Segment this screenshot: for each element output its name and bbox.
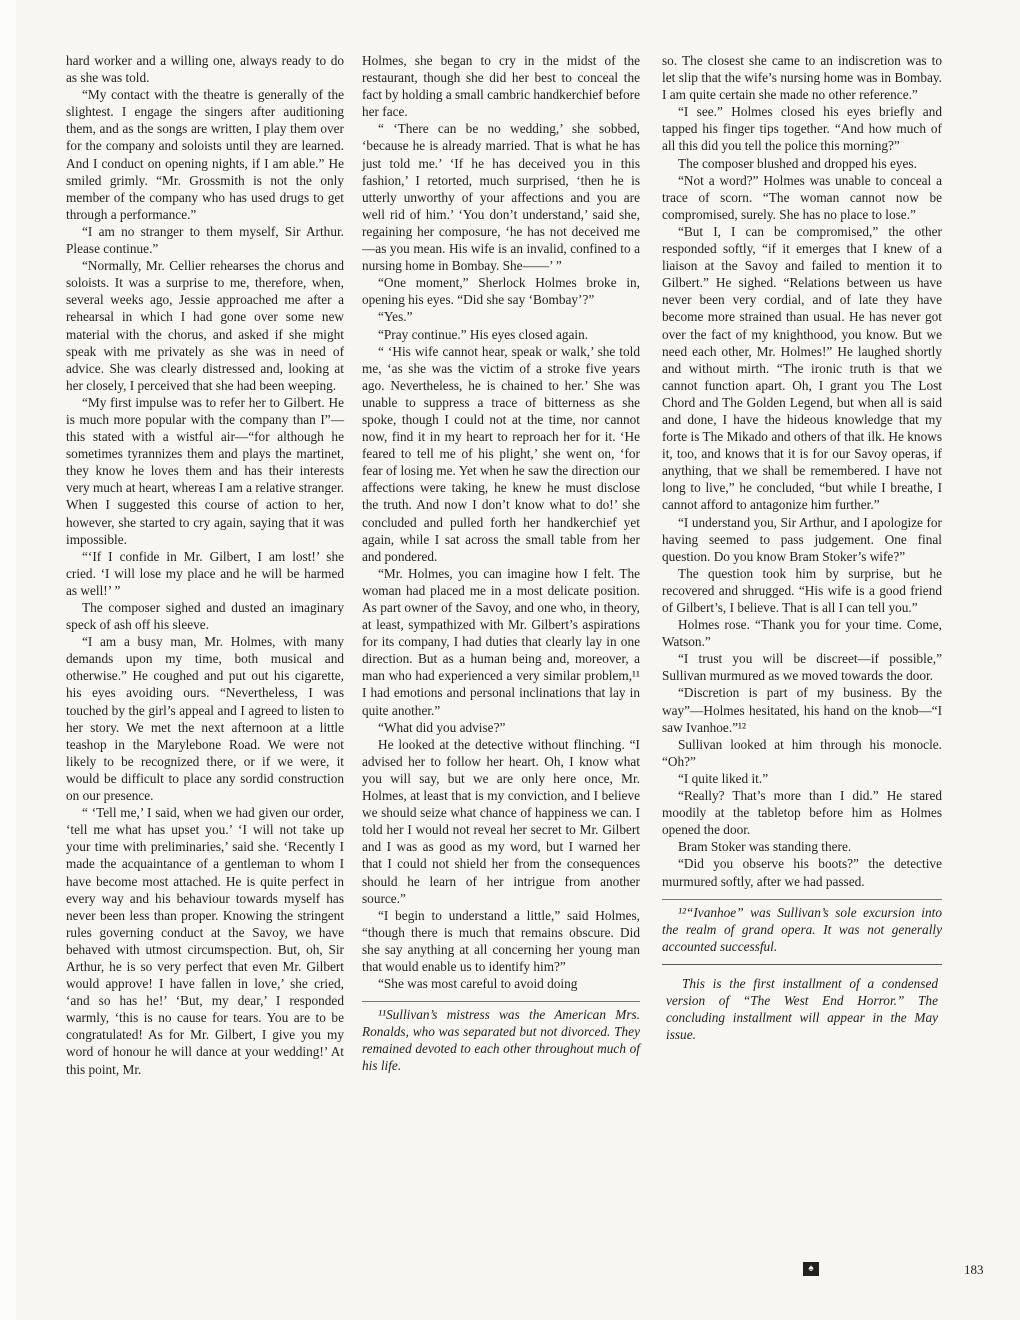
paragraph: “My contact with the theatre is generally of the slightest. I engage the singers after auditioning them, and as the songs are written, I play them over for the company and soloists until they are learned. And I conduct on opening nights, if I am able.” He smiled grimly. “Mr. Grossmith is not the only member of the company who has used drugs to get through a performance.” xyxy=(66,87,344,222)
paragraph: “ ‘Tell me,’ I said, when we had given our order, ‘tell me what has upset you.’ ‘I will not take up your time with preliminaries,’ said she. ‘Recently I made the acquaintance of a gentleman to whom I have become most attached. He is quite perfect in every way and his behaviour towards myself has never been less than proper. Knowing the stringent rules governing conduct at the Savoy, we have behaved with utmost circumspection. But, oh, Sir Arthur, he is so very perfect that even Mr. Gilbert would approve! I have fallen in love,’ she cried, ‘and so has he!’ ‘But, my dear,’ I responded warmly, ‘this is no cause for tears. You are to be congratulated! As for Mr. Gilbert, I give you my word of honour he will dance at your wedding!’ At this point, Mr. xyxy=(66,805,344,1077)
paragraph: hard worker and a willing one, always ready to do as she was told. xyxy=(66,53,344,86)
paragraph: “Discretion is part of my business. By the way”—Holmes hesitated, his hand on the knob—“I saw Ivanhoe.”¹² xyxy=(662,685,942,735)
paragraph: “Really? That’s more than I did.” He stared moodily at the tabletop before him as Holmes opened the door. xyxy=(662,788,942,838)
paragraph: “My first impulse was to refer her to Gilbert. He is much more popular with the company than I”—this stated with a wistful air—“for although he sometimes tyrannizes them and plays the martinet, they know he loves them and has their interests very much at heart, whereas I am a relative stranger. When I suggested this course of action to her, however, she started to cry again, saying that it was impossible. xyxy=(66,394,344,547)
paragraph: “I quite liked it.” xyxy=(678,770,769,786)
paragraph: “I understand you, Sir Arthur, and I apologize for having seemed to pass judgement. One final question. Do you know Bram Stoker’s wife?” xyxy=(662,514,942,564)
paragraph: “ ‘His wife cannot hear, speak or walk,’ she told me, ‘as she was the victim of a stroke five years ago. Nevertheless, he is chained to her.’ She was unable to suppress a trace of bitterness as she spoke, though I could not at the time, nor cannot now, find it in my heart to reproach her for it. ‘He feared to tell me of his plight,’ she went on, ‘for fear of losing me. Yet when he saw the direction our affections were taking, he knew he must disclose the truth. And now I don’t know what to do!’ she concluded and pulled forth her handkerchief yet again, while I sat across the small table from her and pondered. xyxy=(362,343,640,564)
paragraph: “I trust you will be discreet—if possible,” Sullivan murmured as we moved towards the door. xyxy=(662,651,942,684)
footnote-12: ¹²“Ivanhoe” was Sullivan’s sole excursion into the realm of grand opera. It was not generally accounted successful. xyxy=(662,904,942,954)
paragraph: He looked at the detective without flinching. “I advised her to follow her heart. Oh, I know what you will say, but we are only here once, Mr. Holmes, at least that is my conviction, and I believe we should seize what chance of happiness we can. I told her I would not reveal her secret to Mr. Gilbert and I was as good as my word, but I warned her that I could not shield her from the consequences should he learn of her intrigue from another source.” xyxy=(362,736,640,906)
paragraph: “Not a word?” Holmes was unable to conceal a trace of scorn. “The woman cannot now be compromised, surely. She has no place to lose.” xyxy=(662,172,942,222)
paragraph: Holmes, she began to cry in the midst of the restaurant, though she did her best to conceal the fact by holding a small cambric handkerchief before her face. xyxy=(362,53,641,120)
column-3 xyxy=(662,52,942,1043)
column-1 xyxy=(66,52,344,1078)
paragraph: “What did you advise?” xyxy=(378,719,506,735)
paragraph: The composer blushed and dropped his eyes. xyxy=(678,155,917,171)
paragraph: “She was most careful to avoid doing xyxy=(378,976,578,992)
paragraph: “Mr. Holmes, you can imagine how I felt. The woman had placed me in a most delicate position. As part owner of the Savoy, and one who, in theory, at least, sympathized with Mr. Gilbert’s aspirations for its company, I had duties that clearly lay in one direction. But as a human being and, moreover, a man who had experienced a very similar problem,¹¹ I had emotions and personal inclinations that lay in quite another.” xyxy=(362,565,640,718)
page-number: 183 xyxy=(964,1262,984,1277)
paragraph: “ ‘There can be no wedding,’ she sobbed, ‘because he is already married. That is what he has just told me.’ ‘If he has deceived you in this fashion,’ I retorted, much surprised, ‘then he is utterly unworthy of your affections and you are well rid of him.’ ‘You don’t understand,’ said she, regaining her composure, ‘he has not deceived me—as you mean. His wife is an invalid, confined to a nursing home in Bombay. She——’ ” xyxy=(362,121,640,274)
paragraph: “I see.” Holmes closed his eyes briefly and tapped his finger tips together. “And how much of all this did you tell the police this morning?” xyxy=(662,104,942,154)
paragraph: “But I, I can be compromised,” the other responded softly, “if it emerges that I knew of a liaison at the Savoy and failed to mention it to Gilbert.” He sighed. “Relations between us have never been very cordial, and of late they have become more strained than usual. He has never got over the fact of my knighthood, you know. But we need each other, Mr. Holmes!” He laughed shortly and without mirth. “The ironic truth is that we cannot function apart. Oh, I grant you The Lost Chord and The Golden Legend, but when all is said and done, I have the hideous knowledge that my forte is The Mikado and others of that ilk. He knows it, too, and knows that it is for our Savoy operas, if anything, that we shall be remembered. I have not long to live,” he concluded, “but while I breathe, I cannot afford to antagonize him further.” xyxy=(662,223,942,513)
paragraph: so. The closest she came to an indiscretion was to let slip that the wife’s nursing home was in Bombay. I am quite certain she made no other reference.” xyxy=(662,53,942,103)
paragraph: The composer sighed and dusted an imaginary speck of ash off his sleeve. xyxy=(66,600,344,633)
paragraph: “Yes.” xyxy=(378,309,413,325)
column-2 xyxy=(362,52,640,1075)
paragraph: Sullivan looked at him through his monocle. “Oh?” xyxy=(662,736,942,769)
paragraph: “Did you observe his boots?” the detective murmured softly, after we had passed. xyxy=(662,856,942,889)
paragraph: “I begin to understand a little,” said Holmes, “though there is much that remains obscure. Did she say anything at all concerning her young man that would enable us to identify him?” xyxy=(362,907,640,974)
paragraph: “I am a busy man, Mr. Holmes, with many demands upon my time, both musical and otherwise.” He coughed and put out his cigarette, his eyes avoiding ours. “Nevertheless, I was touched by the girl’s appeal and I agreed to listen to her story. We met the next afternoon at a little teashop in the Marylebone Road. We were not likely to be recognized there, or if we were, it would be difficult to place any sordid construction on our presence. xyxy=(66,634,344,804)
paragraph: “One moment,” Sherlock Holmes broke in, opening his eyes. “Did she say ‘Bombay’?” xyxy=(362,275,640,308)
page-edge xyxy=(0,0,16,1320)
editor-note-rule xyxy=(662,964,942,965)
paragraph: “Pray continue.” His eyes closed again. xyxy=(378,326,589,342)
paragraph: Bram Stoker was standing there. xyxy=(678,839,852,855)
paragraph: “‘If I confide in Mr. Gilbert, I am lost!’ she cried. ‘I will lose my place and he will be harmed as well!’ ” xyxy=(66,548,344,598)
footnote-rule xyxy=(662,899,942,900)
paragraph: The question took him by surprise, but he recovered and shrugged. “His wife is a good friend of Gilbert’s, I believe. That is all I can tell you.” xyxy=(662,565,942,615)
playboy-rabbit-icon: ♠ xyxy=(803,1262,819,1276)
paragraph: “Normally, Mr. Cellier rehearses the chorus and soloists. It was a surprise to me, therefore, when, several weeks ago, Jessie approached me after a rehearsal in which I had gone over some new material with the chorus, and asked if she might speak with me privately as she was in need of advice. She was clearly distressed and, looking at her closely, I perceived that she had been weeping. xyxy=(66,258,344,393)
editor-note: This is the first installment of a condensed version of “The West End Horror.” The concluding installment will appear in the May issue. xyxy=(666,975,938,1043)
paragraph: “I am no stranger to them myself, Sir Arthur. Please continue.” xyxy=(66,223,344,257)
footnote-11: ¹¹Sullivan’s mistress was the American Mrs. Ronalds, who was separated but not divorced. They remained devoted to each other throughout much of his life. xyxy=(362,1007,640,1074)
footnote-rule xyxy=(362,1001,640,1002)
paragraph: Holmes rose. “Thank you for your time. Come, Watson.” xyxy=(662,617,942,650)
